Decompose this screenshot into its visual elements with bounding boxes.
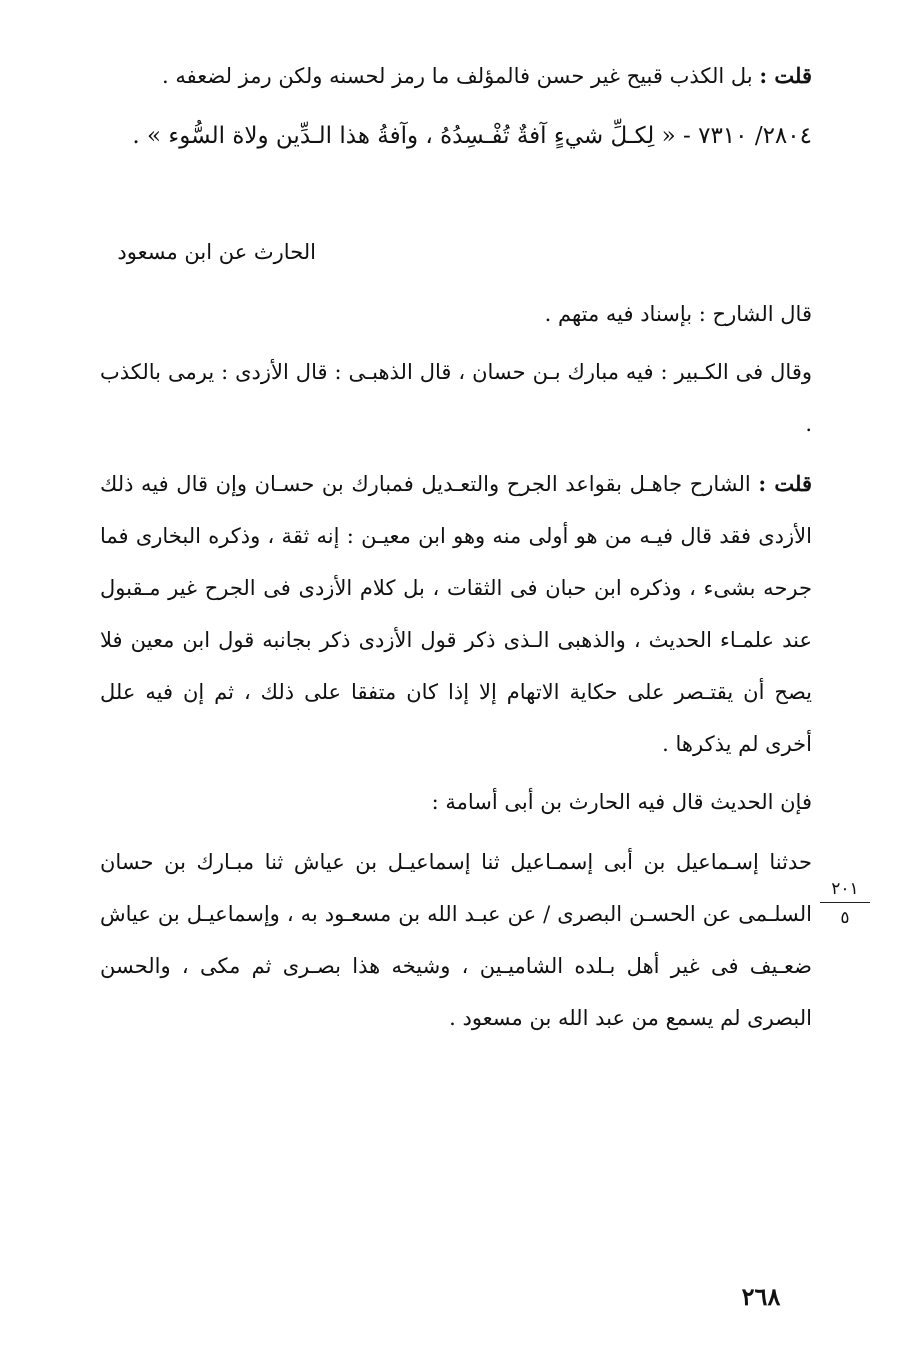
margin-note-top: ٢٠١ [820,878,870,903]
page-number: ٢٦٨ [741,1282,781,1311]
section-heading: الحارث عن ابن مسعود [117,240,316,264]
paragraph-hadith-source: فإن الحديث قال فيه الحارث بن أبى أسامة : [431,790,812,814]
margin-note-bottom: ٥ [840,908,850,928]
paragraph-commentator-note: قال الشارح : بإسناد فيه متهم . [544,302,812,326]
paragraph-kabir-note: وقال فى الكـبير : فيه مبارك بـن حسان ، قال الذهبـى : قال الأزدى : يرمى بالكذب . [100,360,812,436]
paragraph-isnad: حدثنا إسـماعيل بن أبى إسمـاعيل ثنا إسماعيـل بن عياش ثنا مبـارك بن حسان السلـمى عن الحسـن البصرى / عن عبـد الله بن مسعـود به ، وإسماعيـل بن عياش ضعـيف فى غير أهل بـلده الشاميـين ، وشيخه هذا بصـرى ثم مكى ، والحسن البصرى لم يسمع من عبد الله بن مسعود . [100,850,812,1030]
paragraph-text: بل الكذب قبيح غير حسن فالمؤلف ما رمز لحسنه ولكن رمز لضعفه . [162,64,760,88]
comment-lead: قلت : [758,471,812,496]
paragraph-hadith-entry: ٢٨٠٤/ ٧٣١٠ - « لِكـلِّ شيءٍ آفةٌ تُفْـسِدُهُ ، وآفةُ هذا الـدِّين ولاة السُّوء » . [132,123,812,149]
margin-folio-note [820,878,870,929]
paragraph-text: الشارح جاهـل بقواعد الجرح والتعـديل فمبارك بن حسـان وإن قال فيه ذلك الأزدى فقد قال فيـه من هو أولى منه وهو ابن معيـن : إنه ثقة ، وذكره البخارى فما جرحه بشىء ، وذكره ابن حبان فى الثقات ، بل كلام الأزدى فى الجرح غير مـقبول عند علمـاء الحديث ، والذهبى الـذى ذكر قول الأزدى ذكر بجانبه قول ابن معين فلا يصح أن يقتـصر على حكاية الاتهام إلا إذا كان متفقا على ذلك ، ثم إن فيه علل أخرى لم يذكرها . [100,472,812,756]
paragraph-comment-1 [100,50,812,102]
paragraph-comment-2 [100,458,812,770]
comment-lead: قلت : [759,63,812,88]
